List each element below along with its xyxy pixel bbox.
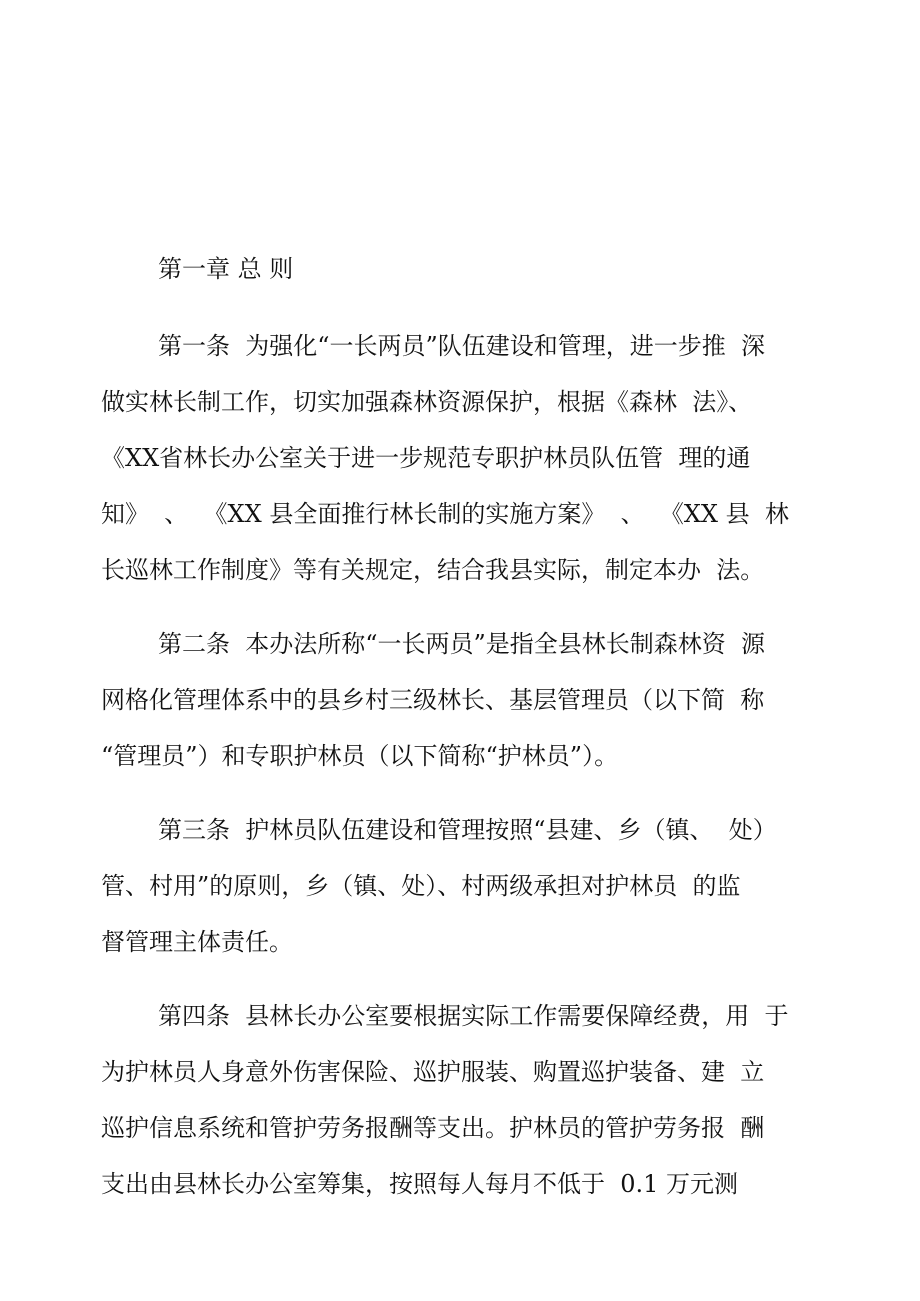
text-line: 第四条 县林长办公室要根据实际工作需要保障经费，用 于	[158, 1002, 789, 1030]
chapter-heading: 第一章 总 则	[158, 255, 294, 283]
text-line: 做实林长制工作，切实加强森林资源保护，根据《森林 法》、	[101, 388, 753, 416]
text-line: 长巡林工作制度》等有关规定，结合我县实际，制定本办 法。	[101, 556, 765, 584]
text-line: 巡护信息系统和管护劳务报酬等支出。护林员的管护劳务报 酬	[101, 1114, 765, 1142]
text-line: 为护林员人身意外伤害保险、巡护服装、购置巡护装备、建 立	[101, 1058, 765, 1086]
text-line: 第一条 为强化“一长两员”队伍建设和管理，进一步推 深	[158, 332, 766, 360]
text-line: “管理员”）和专职护林员（以下简称“护林员”）。	[101, 742, 619, 770]
text-line: 支出由县林长办公室筹集，按照每人每月不低于 0.1 万元测	[101, 1170, 739, 1198]
article-2	[101, 616, 821, 784]
text-line: 网格化管理体系中的县乡村三级林长、基层管理员（以下简 称	[101, 686, 765, 714]
text-line: 第三条 护林员队伍建设和管理按照“县建、乡（镇、 处）	[158, 816, 777, 844]
text-line: 管、村用”的原则，乡（镇、处）、村两级承担对护林员 的监	[101, 872, 741, 900]
article-4	[101, 988, 821, 1212]
text-line: 督管理主体责任。	[101, 928, 293, 956]
article-3	[101, 802, 821, 970]
text-line: 知》 、 《XX 县全面推行林长制的实施方案》 、 《XX 县 林	[101, 500, 789, 528]
text-line: 第二条 本办法所称“一长两员”是指全县林长制森林资 源	[158, 630, 766, 658]
text-line: 《XX省林长办公室关于进一步规范专职护林员队伍管 理的通	[101, 444, 751, 472]
article-1	[101, 318, 821, 598]
document-body	[101, 246, 821, 1212]
